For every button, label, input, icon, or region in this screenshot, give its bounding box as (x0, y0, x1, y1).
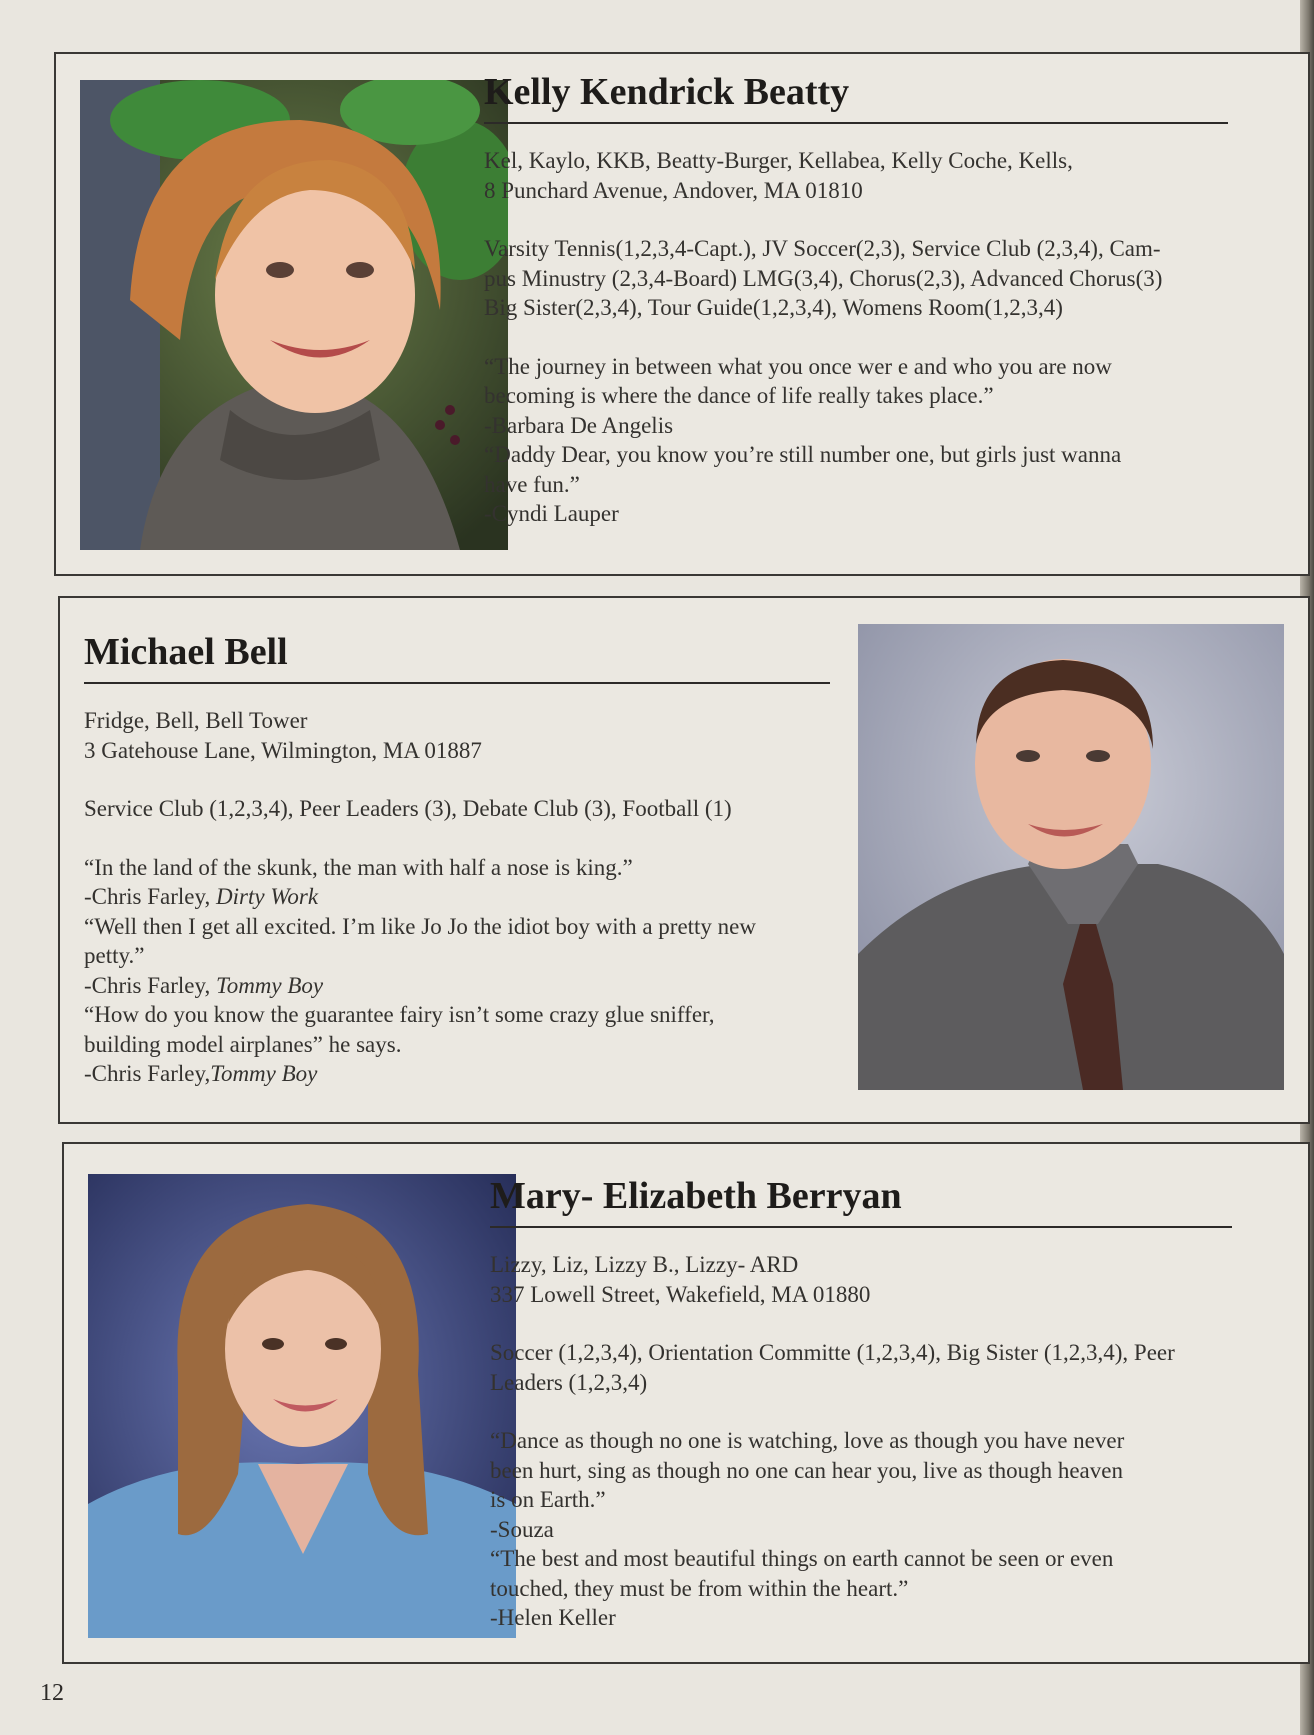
quote-source (84, 971, 884, 1001)
quote-author: -Chris Farley, (84, 972, 217, 998)
quote-author: -Chris Farley, (84, 1061, 211, 1086)
activities-line: Soccer (1,2,3,4), Orientation Committe (1,2,3,4), Big Sister (1,2,3,4), Peer (490, 1340, 1175, 1365)
quote-line: is on Earth.” (490, 1487, 606, 1512)
quote-line: “In the land of the skunk, the man with half a nose is king.” (84, 854, 633, 880)
quote-source: -Barbara De Angelis (484, 412, 674, 438)
activities-line: Varsity Tennis(1,2,3,4-Capt.), JV Soccer(2,3), Service Club (2,3,4), Cam- (484, 236, 1161, 261)
portrait-photo-michael (858, 624, 1284, 1090)
activities-line: Big Sister(2,3,4), Tour Guide(1,2,3,4), Womens Room(1,2,3,4) (484, 295, 1063, 320)
name-underline (490, 1226, 1232, 1228)
quote-source (84, 882, 884, 912)
quote-source: -Souza (490, 1516, 554, 1542)
activities-line: Service Club (1,2,3,4), Peer Leaders (3), Debate Club (3), Football (1) (84, 796, 732, 821)
quote-work-title: Dirty Work (216, 884, 319, 909)
student-name: Mary- Elizabeth Berryan (490, 1175, 902, 1217)
nicknames: Kel, Kaylo, KKB, Beatty-Burger, Kellabea, Kelly Coche, Kells, (484, 148, 1073, 173)
quote-line: building model airplanes” he says. (84, 1031, 402, 1057)
quote-line: “How do you know the guarantee fairy isn’t some crazy glue sniffer, (84, 1002, 715, 1027)
page-number: 12 (40, 1680, 64, 1706)
quote-line: “The journey in between what you once wer e and who you are now (484, 353, 1112, 379)
quote-line: “Dance as though no one is watching, love as though you have never (490, 1428, 1125, 1453)
nicknames: Lizzy, Liz, Lizzy B., Lizzy- ARD (490, 1252, 799, 1277)
quote-line: touched, they must be from within the heart.” (490, 1575, 909, 1601)
quote-source: -Helen Keller (490, 1605, 616, 1630)
quote-author: -Chris Farley, (84, 884, 217, 909)
address: 8 Punchard Avenue, Andover, MA 01810 (484, 177, 863, 203)
quote-line: “Daddy Dear, you know you’re still number one, but girls just wanna (484, 442, 1122, 467)
quote-source (84, 1059, 884, 1089)
quote-line: “The best and most beautiful things on earth cannot be seen or even (490, 1546, 1114, 1571)
student-name: Michael Bell (84, 631, 288, 673)
quote-source: -Cyndi Lauper (484, 501, 619, 526)
nicknames: Fridge, Bell, Bell Tower (84, 708, 308, 733)
activities-line: pus Minustry (2,3,4-Board) LMG(3,4), Chorus(2,3), Advanced Chorus(3) (484, 265, 1163, 291)
quote-work-title: Tommy Boy (216, 972, 324, 998)
entry-mary-elizabeth-berryan (62, 1142, 1310, 1664)
entry-kelly-beatty (54, 52, 1310, 576)
quote-line: been hurt, sing as though no one can hear you, live as though heaven (490, 1457, 1123, 1483)
address: 3 Gatehouse Lane, Wilmington, MA 01887 (84, 737, 482, 763)
quote-line: “Well then I get all excited. I’m like Jo Jo the idiot boy with a pretty new (84, 913, 756, 939)
entry-michael-bell (58, 596, 1310, 1124)
student-name: Kelly Kendrick Beatty (484, 71, 850, 113)
quote-line: have fun.” (484, 471, 580, 497)
address: 337 Lowell Street, Wakefield, MA 01880 (490, 1281, 871, 1307)
quote-work-title: Tommy Boy (210, 1061, 318, 1086)
portrait-photo-mary-elizabeth (88, 1174, 516, 1638)
quote-line: petty.” (84, 943, 145, 968)
quote-line: becoming is where the dance of life really takes place.” (484, 383, 994, 408)
portrait-photo-kelly (80, 80, 508, 550)
activities-line: Leaders (1,2,3,4) (490, 1369, 648, 1395)
name-underline (484, 122, 1228, 124)
name-underline (84, 682, 830, 684)
